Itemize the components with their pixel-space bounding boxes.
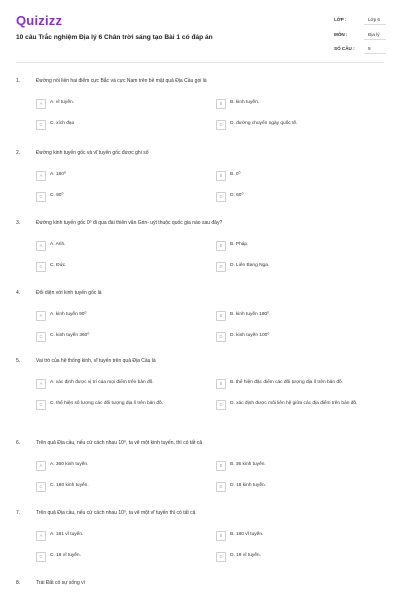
- option-letter-box: D: [216, 400, 226, 410]
- option-text: C. 180 kinh tuyến.: [50, 483, 89, 488]
- option-letter-box: C: [36, 262, 46, 272]
- meta-count-value: 9: [368, 46, 371, 51]
- option-text: B. thể hiện đặc điểm các đối tượng địa lí trên bản đồ.: [230, 380, 344, 385]
- question-text: Vai trò của hệ thống kinh, vĩ tuyến trên quả Địa Cầu là: [36, 358, 156, 364]
- question-text: Trên quả Địa cầu, nếu cứ cách nhau 10⁰, ta vẽ một vĩ tuyến thì có tất cả: [36, 510, 196, 516]
- option-letter-box: A: [36, 171, 46, 181]
- option-text: A. kinh tuyến 90⁰: [50, 312, 87, 317]
- option-letter-box: A: [36, 311, 46, 321]
- question-number: 3.: [16, 220, 21, 226]
- option-letter-box: D: [216, 192, 226, 202]
- option-text: A. Anh.: [50, 242, 66, 247]
- option-text: B. Pháp.: [230, 242, 249, 247]
- option-text: D. Liên Bang Nga.: [230, 263, 270, 268]
- divider: [364, 53, 386, 54]
- option-letter-box: A: [36, 461, 46, 471]
- quizizz-logo: Quizizz: [16, 13, 63, 28]
- option-text: C. thể hiện số lượng các đối tượng địa lí trên bản đồ.: [50, 401, 163, 406]
- option-text: B. kinh tuyến 180⁰: [230, 312, 269, 317]
- option-text: C. 18 vĩ tuyến.: [50, 553, 81, 558]
- question-number: 2.: [16, 150, 21, 156]
- option-letter-box: B: [216, 241, 226, 251]
- question-number: 8.: [16, 580, 21, 586]
- option-letter-box: A: [36, 531, 46, 541]
- option-text: B. 0⁰: [230, 172, 241, 177]
- meta-subject-value: Địa lý: [368, 32, 380, 37]
- option-letter-box: A: [36, 99, 46, 109]
- option-text: C. xích đạo: [50, 121, 75, 126]
- option-letter-box: D: [216, 262, 226, 272]
- question-text: Đường kinh tuyến gốc 0⁰ đi qua đài thiên văn Grin- uýt thuộc quốc gia nào sau đây?: [36, 220, 223, 226]
- option-text: D. kinh tuyến 100⁰: [230, 333, 270, 338]
- option-letter-box: B: [216, 461, 226, 471]
- question-text: Đường nối liền hai điểm cực Bắc và cực Nam trên bề mặt quả Địa Cầu gọi là: [36, 78, 207, 84]
- meta-grade-label: LỚP :: [334, 17, 347, 22]
- option-text: D. 60⁰: [230, 193, 244, 198]
- option-text: D. 19 vĩ tuyến.: [230, 553, 261, 558]
- option-text: A. 180⁰: [50, 172, 66, 177]
- option-letter-box: C: [36, 120, 46, 130]
- option-letter-box: C: [36, 400, 46, 410]
- option-text: B. kinh tuyến.: [230, 100, 260, 105]
- worksheet-title: 10 câu Trắc nghiệm Địa lý 6 Chân trời sáng tạo Bài 1 có đáp án: [16, 34, 213, 41]
- option-letter-box: B: [216, 311, 226, 321]
- header-divider: [16, 62, 384, 63]
- option-letter-box: D: [216, 482, 226, 492]
- option-letter-box: A: [36, 379, 46, 389]
- option-text: D. 18 kinh tuyến.: [230, 483, 266, 488]
- option-letter-box: D: [216, 552, 226, 562]
- option-text: C. Đức.: [50, 263, 67, 268]
- option-letter-box: C: [36, 482, 46, 492]
- question-number: 6.: [16, 440, 21, 446]
- option-text: C. 90⁰: [50, 193, 64, 198]
- question-number: 1.: [16, 78, 21, 84]
- option-letter-box: B: [216, 379, 226, 389]
- meta-subject-label: MÔN :: [334, 32, 348, 37]
- option-text: B. 36 kinh tuyến.: [230, 462, 266, 467]
- option-letter-box: D: [216, 120, 226, 130]
- option-letter-box: B: [216, 531, 226, 541]
- meta-grade-value: Lớp 6: [368, 17, 380, 22]
- option-letter-box: D: [216, 332, 226, 342]
- question-number: 4.: [16, 290, 21, 296]
- divider: [364, 24, 386, 25]
- question-number: 7.: [16, 510, 21, 516]
- option-text: A. vĩ tuyến.: [50, 100, 74, 105]
- option-text: A. xác định được vị trí của mọi điểm trên bản đồ.: [50, 380, 154, 385]
- question-number: 5.: [16, 358, 21, 364]
- question-text: Trái Đất có sự sống vì: [36, 580, 86, 586]
- option-text: B. 180 vĩ tuyến.: [230, 532, 264, 537]
- option-text: C. kinh tuyến 360⁰: [50, 333, 90, 338]
- divider: [364, 39, 386, 40]
- option-letter-box: A: [36, 241, 46, 251]
- option-letter-box: B: [216, 99, 226, 109]
- option-letter-box: C: [36, 552, 46, 562]
- option-text: A. 181 vĩ tuyến.: [50, 532, 84, 537]
- option-text: D. đường chuyển ngày quốc tế.: [230, 121, 298, 126]
- meta-count-label: SỐ CÂU :: [334, 46, 355, 51]
- option-text: D. xác định được mối liên hệ giữa các địa điểm trên bản đồ.: [230, 401, 358, 406]
- question-text: Đối diện với kinh tuyến gốc là: [36, 290, 102, 296]
- question-text: Trên quả Địa cầu, nếu cứ cách nhau 10⁰, ta vẽ một kinh tuyến, thì có tất cả: [36, 440, 203, 446]
- option-text: A. 360 kinh tuyến.: [50, 462, 89, 467]
- option-letter-box: C: [36, 332, 46, 342]
- option-letter-box: B: [216, 171, 226, 181]
- question-text: Đường kinh tuyến gốc và vĩ tuyến gốc được ghi số: [36, 150, 149, 156]
- option-letter-box: C: [36, 192, 46, 202]
